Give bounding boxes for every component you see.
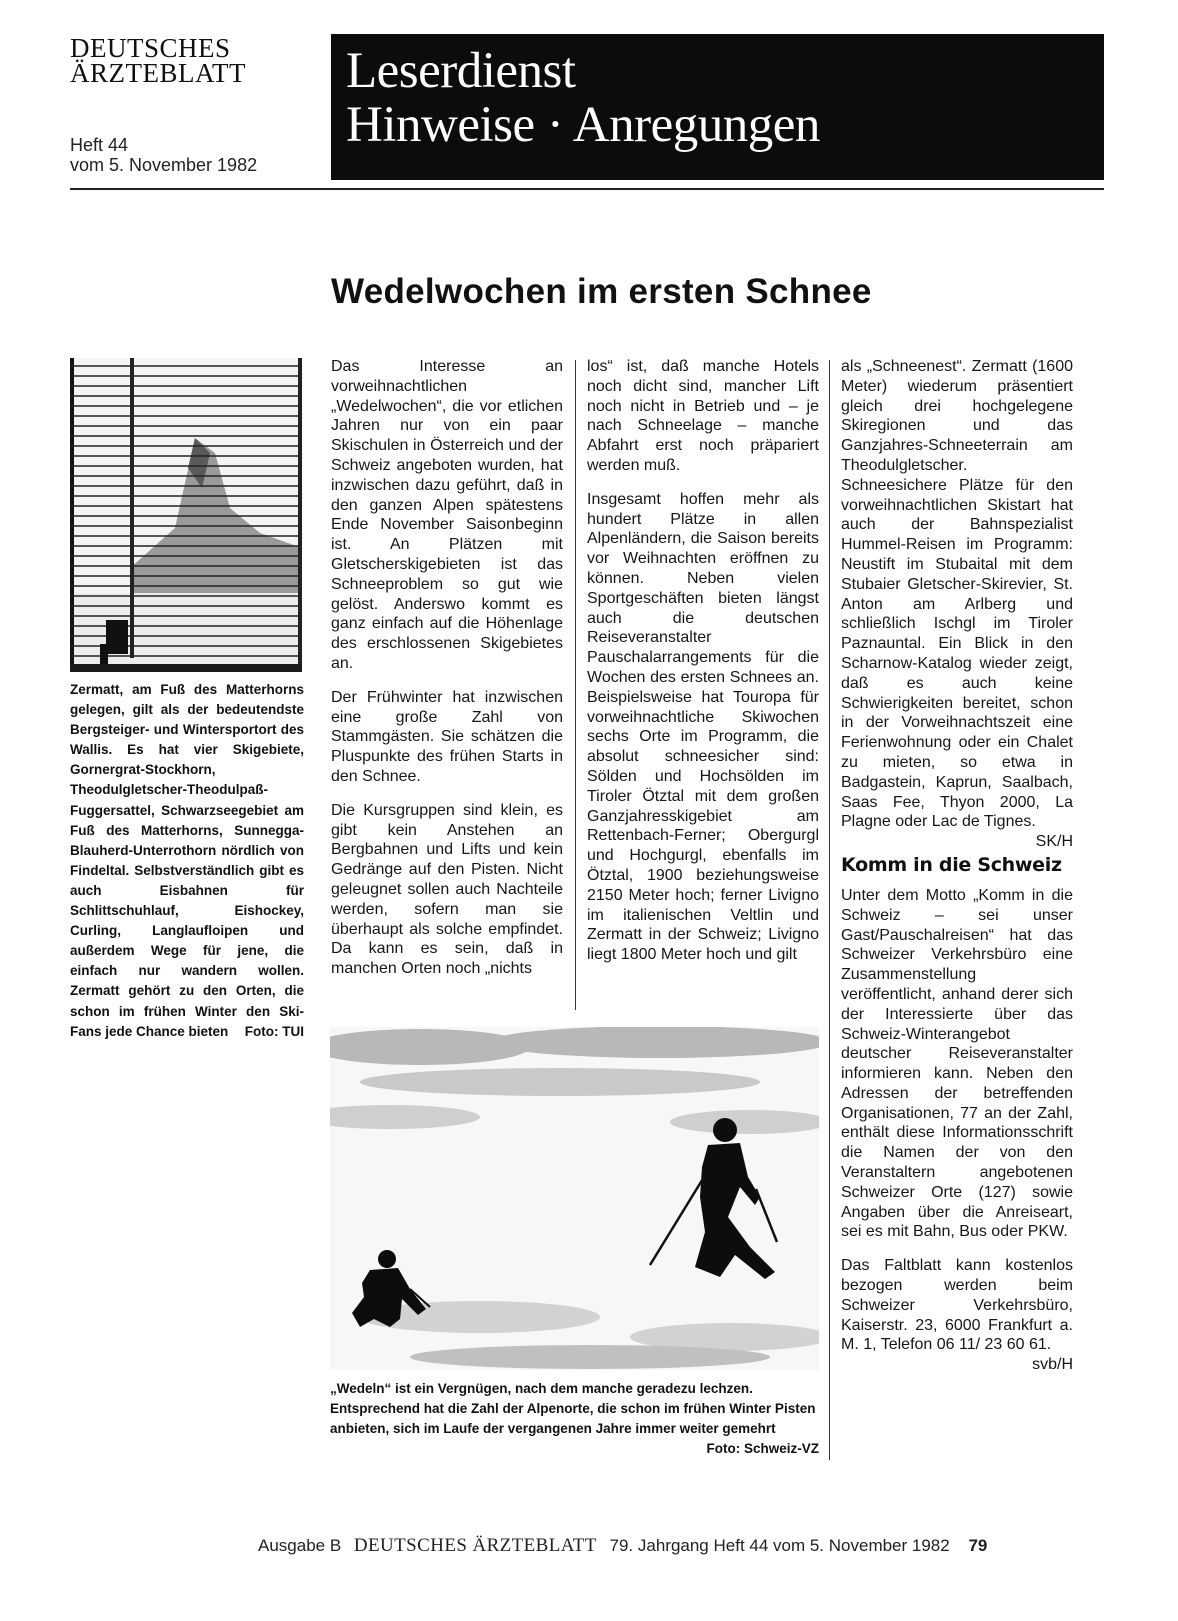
paragraph <box>841 1256 1073 1374</box>
section-subtitle: Hinweise · Anregungen <box>346 97 820 153</box>
paragraph: los“ ist, daß manche Hotels noch dicht sind, mancher Lift noch nicht in Betrieb und – je nach Schneelage – manche Abfahrt erst noch präpariert werden muß. <box>587 358 819 474</box>
paragraph: Das Interesse an vorweihnachtlichen „Wedelwochen“, die vor etlichen Jahren nur von ein paar Skischulen in Österreich und der Schweiz angeboten wurden, hat inzwischen dazu geführt, daß in den ganzen Alpen spätestens Ende November Saisonbeginn ist. An Plätzen mit Gletscherskigebieten ist das Schneeproblem so gut wie gelöst. Anderswo kommt es ganz einfach auf die Höhenlage des erschlossenen Skigebietes an. <box>331 358 563 672</box>
caption-text: „Wedeln“ ist ein Vergnügen, nach dem manche geradezu lechzen. Entsprechend hat die Zahl der Alpenorte, die schon im frühen Winter Pisten anbieten, sich im Laufe der vergangenen Jahre immer weiter gemehrt <box>330 1381 816 1437</box>
photo-caption-zermatt <box>70 680 304 1042</box>
photo-credit: Foto: TUI <box>244 1023 304 1039</box>
footer-issue: 79. Jahrgang Heft 44 vom 5. November 1982 <box>609 1536 950 1555</box>
paragraph: Die Kursgruppen sind klein, es gibt kein Anstehen an Bergbahnen und Lifts und kein Gedränge auf den Pisten. Nicht geleugnet sollen auch Nachteile werden, sofern man sie überhaupt als solche empfindet. Da kann es sein, daß in manchen Orten noch „nichts <box>331 801 563 978</box>
photo-caption-skiers <box>330 1379 819 1459</box>
issue-date: vom 5. November 1982 <box>70 155 258 175</box>
photo-credit: Foto: Schweiz-VZ <box>706 1441 819 1457</box>
paragraph-text: Das Faltblatt kann kostenlos bezogen werden beim Schweizer Verkehrsbüro, Kaiserstr. 23, 6000 Frankfurt a. M. 1, Telefon 06 11/ 23 60 61. <box>841 1257 1073 1354</box>
section-banner <box>331 34 1104 180</box>
paragraph <box>841 357 1073 851</box>
header-rule <box>70 188 1104 190</box>
footer-edition: Ausgabe B <box>258 1536 342 1555</box>
article-column-2 <box>587 357 819 979</box>
author-signature: SK/H <box>1035 833 1073 851</box>
column-rule <box>829 360 830 1460</box>
paragraph: Insgesamt hoffen mehr als hundert Plätze in allen Alpenländern, die Saison bereits vor Weihnachten eröffnen zu können. Neben vielen Sportgeschäften bieten längst auch die deutschen Reiseveranstalter Pauschalarrangements für die Wochen des ersten Schnees an. Beispielsweise hat Touropa für vorweihnachtliche Skiwochen sechs Orte im Programm, die absolut schneesicher sind: Sölden und Hochsölden im Tiroler Ötztal mit dem großen Ganzjahresskigebiet am Rettenbach-Ferner; Obergurgl und Hochgurgl, ebenfalls im Ötztal, 1900 beziehungsweise 2150 Meter hoch; ferner Livigno im italienischen Veltlin und Zermatt in der Schweiz; Livigno liegt 1800 Meter hoch und gilt <box>587 490 819 964</box>
footer-journal: DEUTSCHES ÄRZTEBLATT <box>353 1535 597 1556</box>
zermatt-photo <box>70 358 302 672</box>
issue-info <box>70 135 257 175</box>
skiers-photo <box>330 1027 819 1370</box>
page-number: 79 <box>968 1536 988 1555</box>
journal-logo-line1: DEUTSCHES <box>70 33 231 63</box>
page-footer <box>258 1535 987 1557</box>
article-column-3 <box>841 357 1073 1375</box>
journal-logo <box>70 33 310 88</box>
issue-number: Heft 44 <box>70 135 129 155</box>
caption-text: Zermatt, am Fuß des Matterhorns gelegen, gilt als der bedeutendste Bergsteiger- und Wintersportort des Wallis. Es hat vier Skigebiete, Gornergrat-Stockhorn, Theodulgletscher-Theodulpaß-Fuggersattel, Schwarzseegebiet am Fuß des Matterhorns, Sunnegga-Blauherd-Unterrothorn nördlich von Findeltal. Selbstverständlich gibt es auch Eisbahnen für Schlittschuhlauf, Eishockey, Curling, Langlaufloipen und außerdem Wege für jene, die einfach nur wandern wollen. Zermatt gehört zu den Orten, die schon im frühen Winter den Ski-Fans jede Chance bieten <box>70 682 304 1039</box>
article-headline: Wedelwochen im ersten Schnee <box>331 272 872 311</box>
column-rule <box>575 360 576 1010</box>
paragraph: Unter dem Motto „Komm in die Schweiz – sei unser Gast/Pauschalreisen“ hat das Schweizer Verkehrsbüro eine Zusammenstellung veröffentlicht, anhand derer sich der Interessierte über das Schweiz-Winterangebot deutscher Reiseveranstalter informieren kann. Neben den Adressen der betreffenden Organisationen, 77 an der Zahl, enthält diese Informationsschrift die Namen der von den Veranstaltern angebotenen Schweizer Orte (127) sowie Angaben über die Anreiseart, sei es mit Bahn, Bus oder PKW. <box>841 886 1073 1241</box>
section-title: Leserdienst <box>346 43 576 99</box>
paragraph-text: als „Schneenest“. Zermatt (1600 Meter) wiederum präsentiert gleich drei hochgelegene Skiregionen und das Ganzjahres-Schneeterrain am Theodulgletscher. Schneesichere Plätze für den vorweihnachtlichen Skistart hat auch der Bahnspezialist Hummel-Reisen im Programm: Neustift im Stubaital mit dem Stubaier Gletscher-Skirevier, St. Anton am Arlberg und schließlich Ischgl im Tiroler Paznauntal. Ein Blick in den Scharnow-Katalog wieder zeigt, daß es auch keine Schwierigkeiten bereitet, schon in der Vorweihnachtszeit eine Ferienwohnung oder ein Chalet zu mieten, so etwa in Badgastein, Kaprun, Saalbach, Saas Fee, Thyon 2000, La Plagne oder Lac de Tignes. <box>841 358 1073 831</box>
paragraph: Der Frühwinter hat inzwischen eine große Zahl von Stammgästen. Sie schätzen die Pluspunkte des frühen Starts in den Schnee. <box>331 688 563 785</box>
subheading: Komm in die Schweiz <box>841 854 1062 877</box>
author-signature: svb/H <box>1032 1356 1073 1374</box>
article-column-1 <box>331 357 563 993</box>
journal-logo-line2: ÄRZTEBLATT <box>70 58 246 88</box>
